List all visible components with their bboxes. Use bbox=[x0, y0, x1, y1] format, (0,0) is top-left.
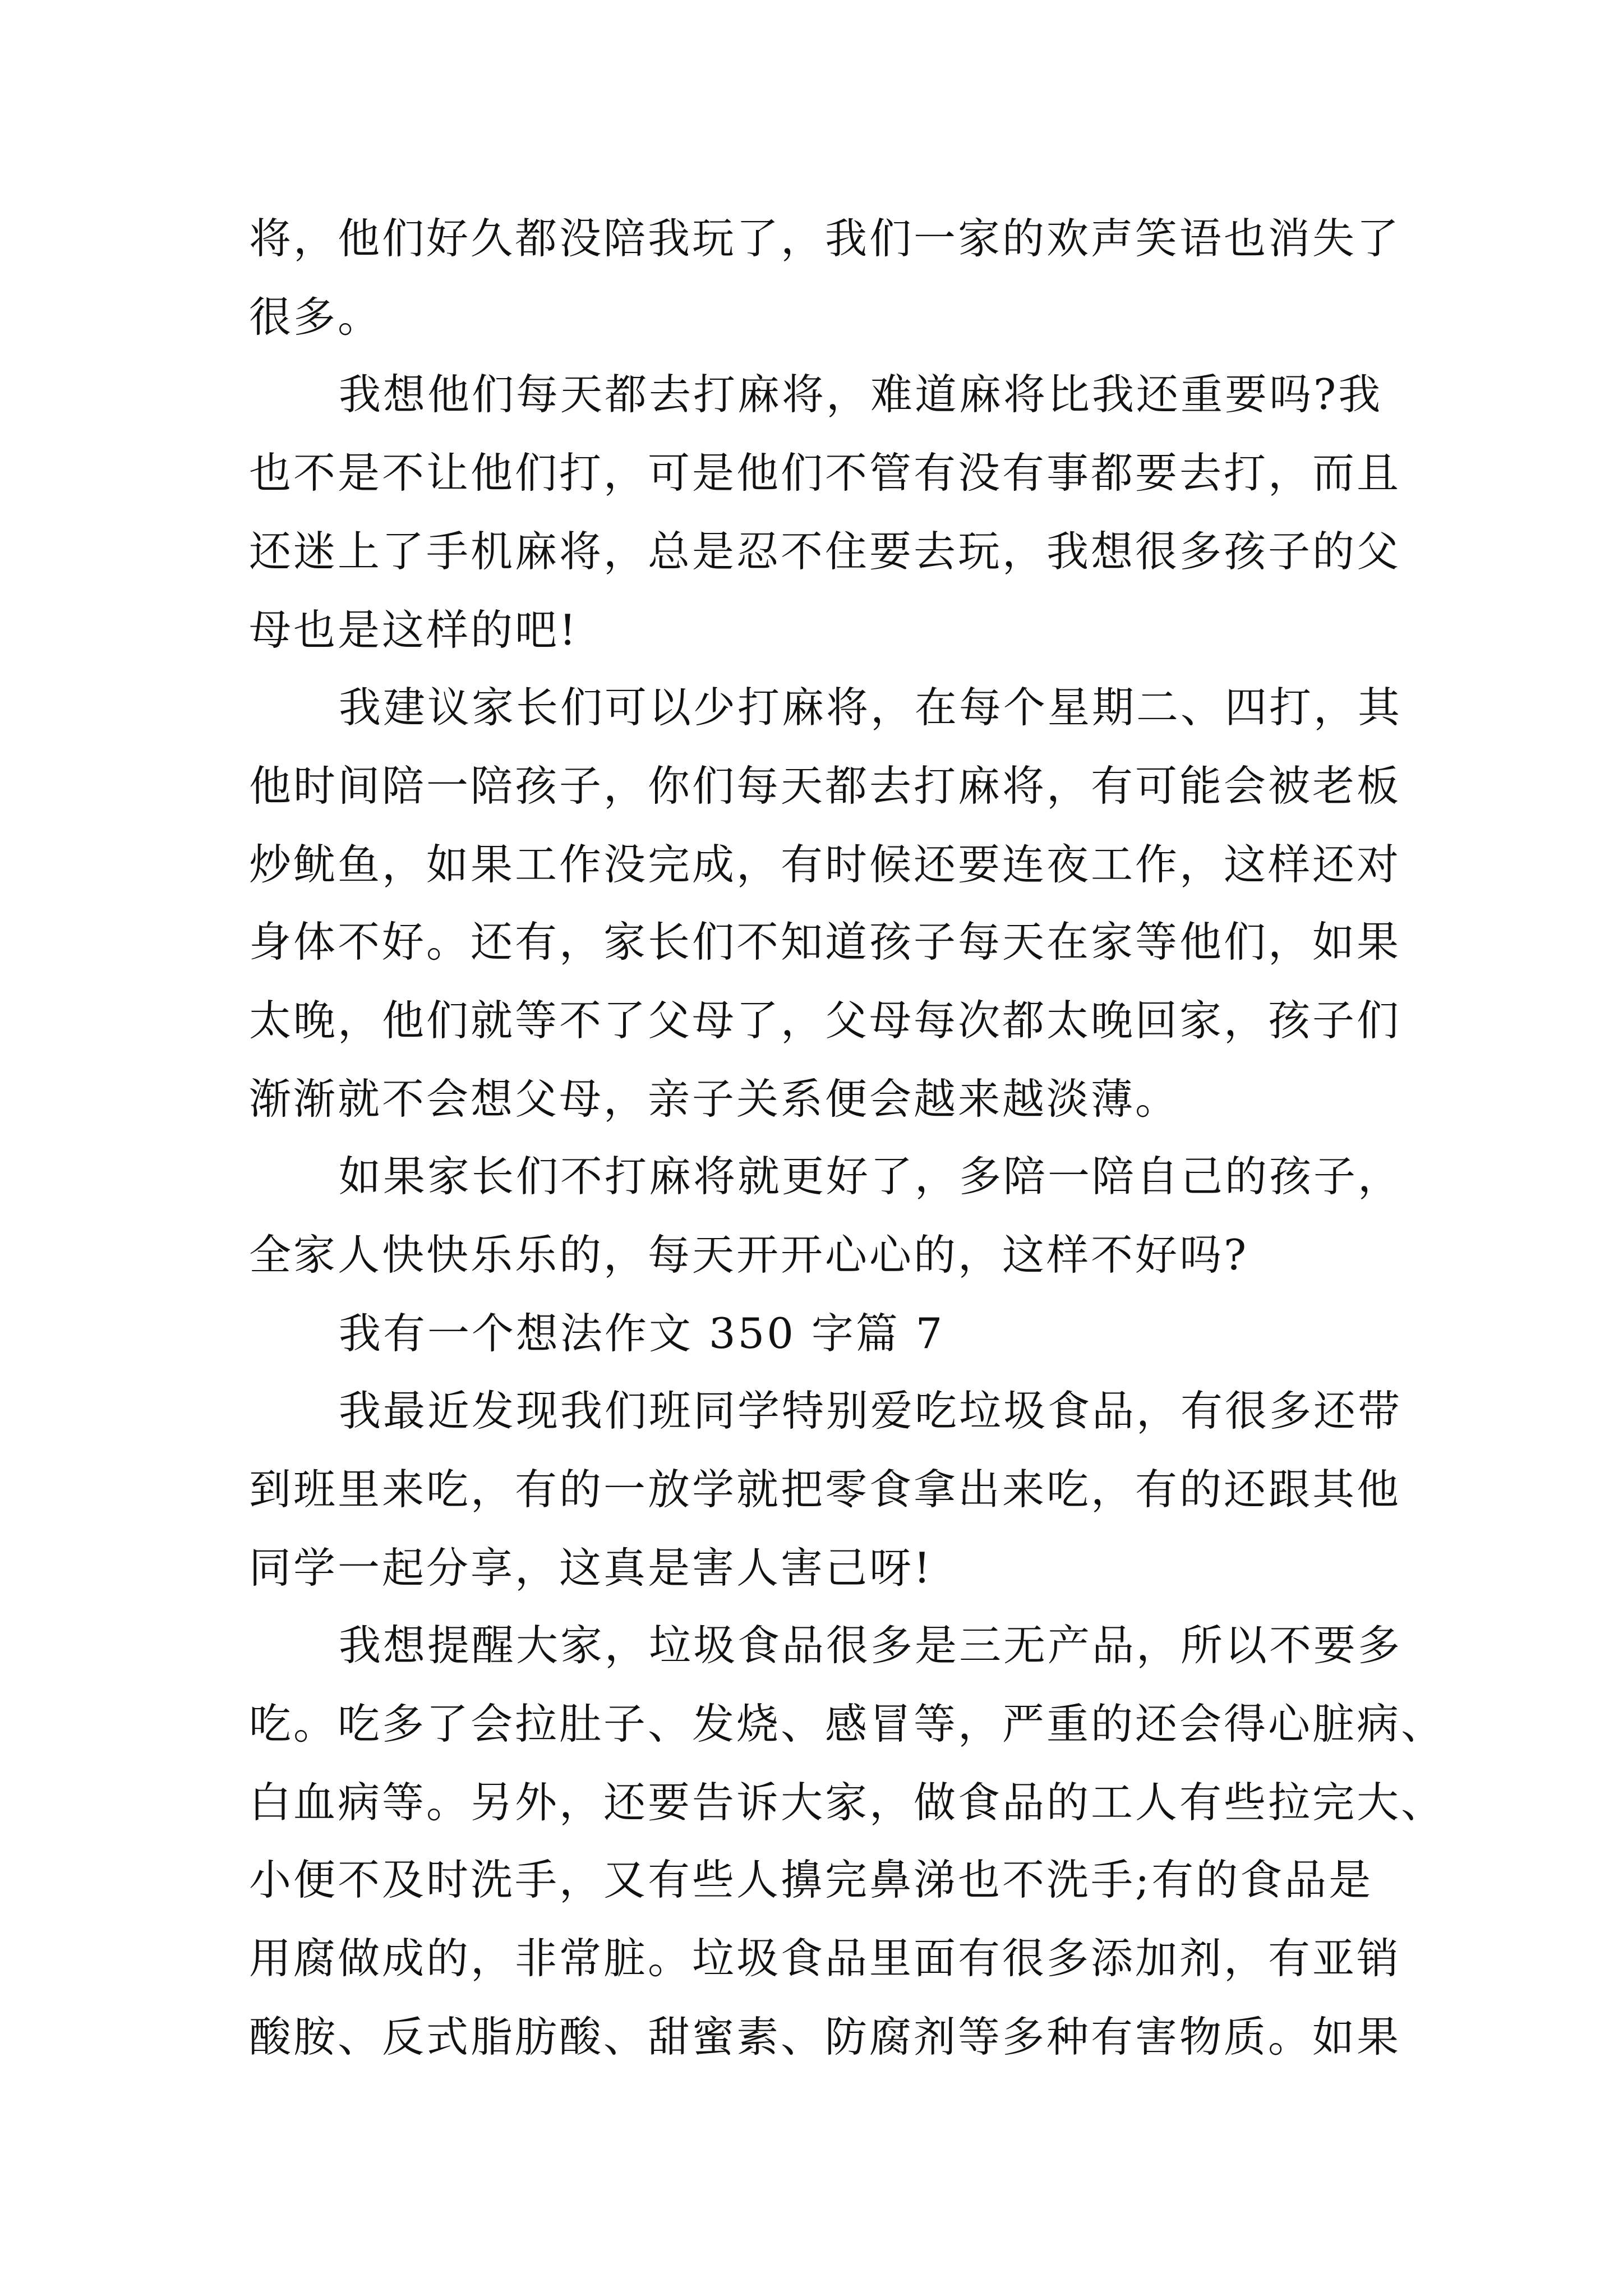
text-line: 将，他们好久都没陪我玩了，我们一家的欢声笑语也消失了 bbox=[249, 214, 1401, 263]
text-line: 酸胺、反式脂肪酸、甜蜜素、防腐剂等多种有害物质。如果 bbox=[249, 2012, 1401, 2062]
text-line: 他时间陪一陪孩子，你们每天都去打麻将，有可能会被老板 bbox=[249, 761, 1401, 811]
text-line: 全家人快快乐乐的，每天开开心心的，这样不好吗? bbox=[249, 1230, 1249, 1280]
text-line: 到班里来吃，有的一放学就把零食拿出来吃，有的还跟其他 bbox=[249, 1465, 1401, 1514]
text-line: 我建议家长们可以少打麻将，在每个星期二、四打，其 bbox=[339, 683, 1403, 732]
text-line: 用腐做成的，非常脏。垃圾食品里面有很多添加剂，有亚销 bbox=[249, 1934, 1401, 1983]
text-line: 很多。 bbox=[249, 292, 382, 342]
text-line: 渐渐就不会想父母，亲子关系便会越来越淡薄。 bbox=[249, 1074, 1180, 1124]
text-line: 我想提醒大家，垃圾食品很多是三无产品，所以不要多 bbox=[339, 1621, 1403, 1670]
text-line: 太晚，他们就等不了父母了，父母每次都太晚回家，孩子们 bbox=[249, 996, 1401, 1045]
text-line: 我想他们每天都去打麻将，难道麻将比我还重要吗?我 bbox=[339, 370, 1383, 419]
text-line: 吃。吃多了会拉肚子、发烧、感冒等，严重的还会得心脏病、 bbox=[249, 1699, 1446, 1749]
text-line: 小便不及时洗手，又有些人擤完鼻涕也不洗手;有的食品是 bbox=[249, 1855, 1373, 1904]
text-line: 也不是不让他们打，可是他们不管有没有事都要去打，而且 bbox=[249, 448, 1401, 498]
text-line: 母也是这样的吧! bbox=[249, 605, 579, 655]
section-heading: 我有一个想法作文 350 字篇 7 bbox=[339, 1309, 945, 1358]
text-line: 我最近发现我们班同学特别爱吃垃圾食品，有很多还带 bbox=[339, 1386, 1403, 1435]
text-line: 还迷上了手机麻将，总是忍不住要去玩，我想很多孩子的父 bbox=[249, 527, 1401, 576]
text-line: 同学一起分享，这真是害人害己呀! bbox=[249, 1543, 933, 1593]
text-line: 炒鱿鱼，如果工作没完成，有时候还要连夜工作，这样还对 bbox=[249, 840, 1401, 889]
text-line: 白血病等。另外，还要告诉大家，做食品的工人有些拉完大、 bbox=[249, 1778, 1446, 1827]
text-line: 如果家长们不打麻将就更好了，多陪一陪自己的孩子， bbox=[339, 1152, 1403, 1201]
text-line: 身体不好。还有，家长们不知道孩子每天在家等他们，如果 bbox=[249, 917, 1401, 967]
